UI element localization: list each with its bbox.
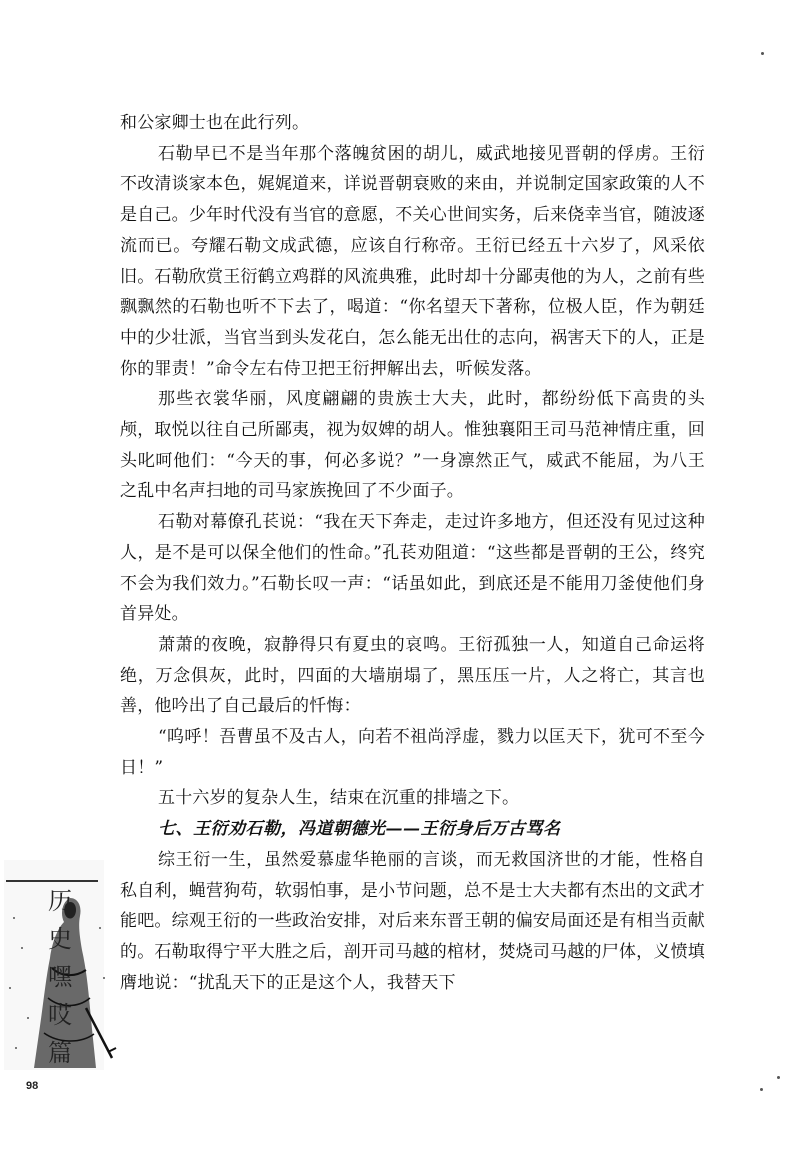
series-title-char: 史 [48,925,72,953]
scan-speck [777,1076,780,1079]
series-title-char: 哎 [48,1001,72,1029]
paragraph-life-ends: 五十六岁的复杂人生，结束在沉重的排墙之下。 [158,788,520,809]
paragraph-shile-kongchang: 石勒对幕僚孔苌说：“我在天下奔走，走过许多地方，但还没有见过这种人，是不是可以保全他们的性命。”孔苌劝阻道：“这些都是晋朝的王公，终究不会为我们效力。”石勒长叹一声：“话虽如此，到底还是不能用刀釜使他们身首异处。 [120,512,705,625]
scan-speck [761,52,764,55]
series-title-char: 历 [48,887,72,915]
page-body [120,108,705,998]
paragraph-final-words-quote: “呜呼！吾曹虽不及古人，向若不祖尚浮虚，戮力以匡天下，犹可不至今日！” [120,727,705,778]
section-heading-seven: 七、王衍劝石勒，冯道朝德光——王衍身后万古骂名 [158,819,561,840]
paragraph-nobles-submit: 那些衣裳华丽，风度翩翩的贵族士大夫，此时，都纷纷低下高贵的头颅，取悦以往自己所鄙夷，视为奴婢的胡人。惟独襄阳王司马范神情庄重，回头叱呵他们：“今天的事，何必多说？”一身凛然正气，威武不能屈，为八王之乱中名声扫地的司马家族挽回了不少面子。 [120,389,705,502]
paragraph-night-wall-collapse: 萧萧的夜晚，寂静得只有夏虫的哀鸣。王衍孤独一人，知道自己命运将绝，万念俱灰，此时，四面的大墙崩塌了，黑压压一片，人之将亡，其言也善，他吟出了自己最后的忏悔： [120,634,705,717]
paragraph-continuation: 和公家卿士也在此行列。 [120,113,310,133]
series-title-char: 篇 [48,1039,72,1067]
series-title-vertical [40,882,80,1072]
series-title-char: 嘿 [48,963,72,991]
paragraph-shile-meets-wangyan: 石勒早已不是当年那个落魄贫困的胡儿，威武地接见晋朝的俘虏。王衍不改清谈家本色，娓娓道来，详说晋朝衰败的来由，并说制定国家政策的人不是自己。少年时代没有当官的意愿，不关心世间实务，后来侥幸当官，随波逐流而已。夸耀石勒文成武德，应该自行称帝。王衍已经五十六岁了，风采依旧。石勒欣赏王衍鹤立鸡群的风流典雅，此时却十分鄙夷他的为人，之前有些飘飘然的石勒也听不下去了，喝道：“你名望天下著称，位极人臣，作为朝廷中的少壮派，当官当到头发花白，怎么能无出仕的志向，祸害天下的人，正是你的罪责！”命令左右侍卫把王衍押解出去，听候发落。 [120,143,705,379]
page-number: 98 [26,1080,39,1092]
paragraph-summary-wangyan: 综王衍一生，虽然爱慕虚华艳丽的言谈，而无救国济世的才能，性格自私自利，蝇营狗苟，软弱怕事，是小节问题，总不是士大夫都有杰出的文武才能吧。综观王衍的一些政治安排，对后来东晋王朝的偏安局面还是有相当贡献的。石勒取得宁平大胜之后，剖开司马越的棺材，焚烧司马越的尸体，义愤填膺地说：“扰乱天下的正是这个人，我替天下 [120,849,705,993]
scan-speck [760,1088,763,1091]
